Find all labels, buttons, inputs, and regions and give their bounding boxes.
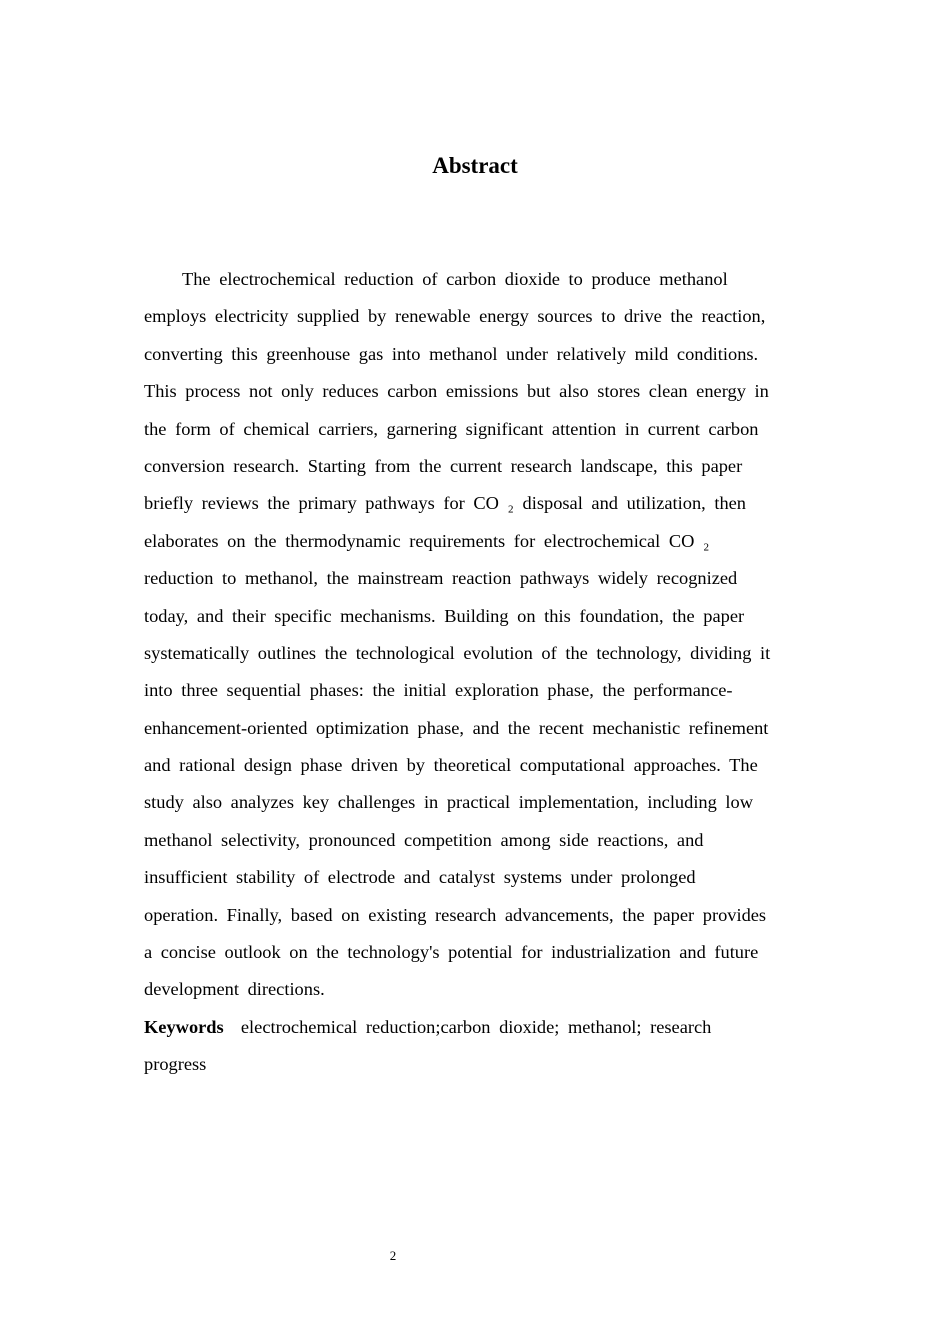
abstract-line: and rational design phase driven by theoretical computational approaches. The — [144, 755, 758, 776]
keywords-text: electrochemical reduction;carbon dioxide; methanol; research — [240, 1016, 712, 1037]
abstract-line: employs electricity supplied by renewable energy sources to drive the reaction, — [144, 306, 766, 327]
abstract-line: a concise outlook on the technology's potential for industrialization and future — [144, 942, 759, 963]
keywords-line — [144, 1009, 804, 1046]
page-number: 2 — [389, 1248, 397, 1263]
keywords-line: progress — [144, 1054, 207, 1075]
abstract-line: converting this greenhouse gas into methanol under relatively mild conditions. — [144, 343, 759, 364]
abstract-line: conversion research. Starting from the current research landscape, this paper — [144, 455, 743, 476]
keywords-label: Keywords — [144, 1016, 224, 1037]
abstract-line: methanol selectivity, pronounced competition among side reactions, and — [144, 829, 704, 850]
abstract-line: study also analyzes key challenges in practical implementation, including low — [144, 792, 754, 813]
abstract-line: today, and their specific mechanisms. Building on this foundation, the paper — [144, 605, 745, 626]
abstract-line: development directions. — [144, 979, 325, 1000]
abstract-line: enhancement-oriented optimization phase, and the recent mechanistic refinement — [144, 717, 769, 738]
abstract-line: insufficient stability of electrode and catalyst systems under prolonged — [144, 867, 696, 888]
abstract-line: the form of chemical carriers, garnering significant attention in current carbon — [144, 418, 759, 439]
abstract-line: elaborates on the thermodynamic requirements for electrochemical CO ₂ — [144, 530, 710, 551]
abstract-body — [144, 261, 804, 1084]
abstract-line: reduction to methanol, the mainstream reaction pathways widely recognized — [144, 568, 738, 589]
abstract-line: operation. Finally, based on existing research advancements, the paper provides — [144, 904, 767, 925]
abstract-line: systematically outlines the technological evolution of the technology, dividing it — [144, 642, 771, 663]
abstract-line: briefly reviews the primary pathways for CO ₂ disposal and utilization, then — [144, 493, 746, 514]
abstract-line: This process not only reduces carbon emissions but also stores clean energy in — [144, 381, 769, 402]
abstract-line: into three sequential phases: the initial exploration phase, the performance- — [144, 680, 733, 701]
abstract-line: The electrochemical reduction of carbon dioxide to produce methanol — [182, 269, 728, 289]
page-title: Abstract — [432, 153, 518, 178]
